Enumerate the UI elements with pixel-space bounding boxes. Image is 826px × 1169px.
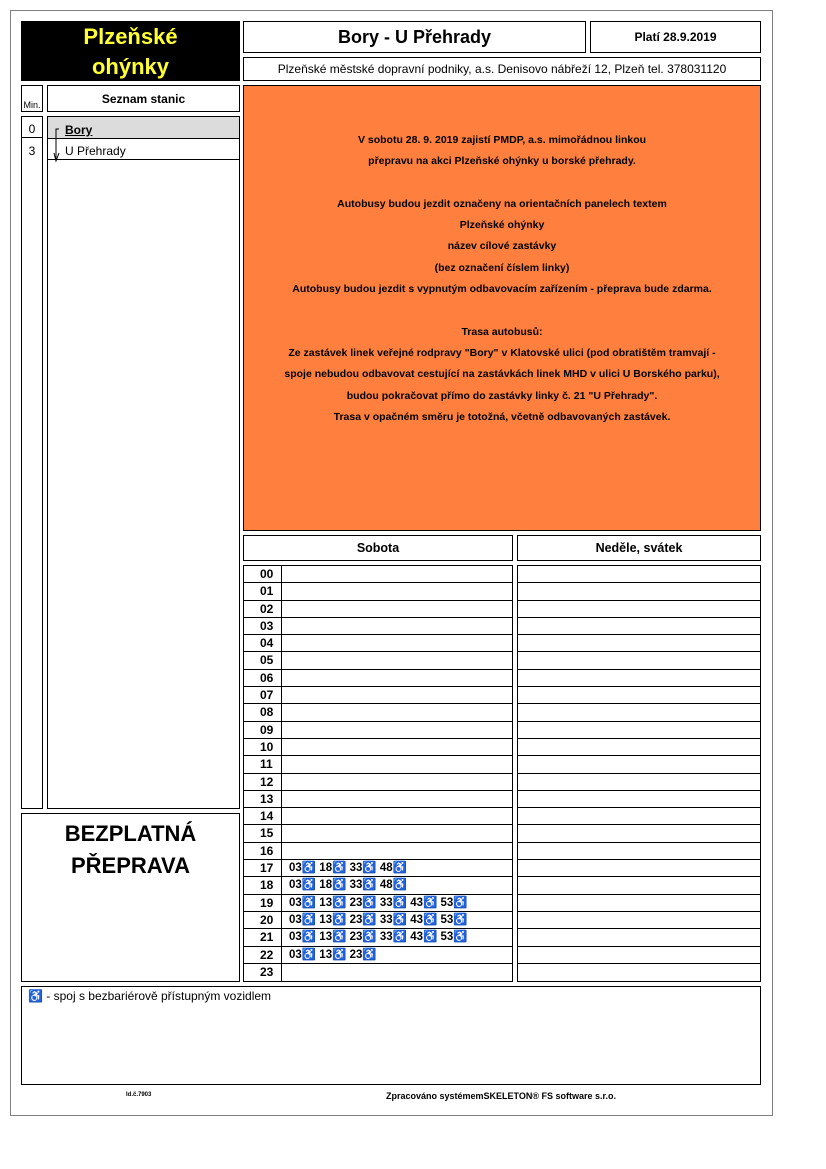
- station-minute: 3: [28, 144, 36, 158]
- hour-cell: 02: [244, 601, 282, 617]
- departures-cell: [518, 825, 525, 841]
- generator-credit: Zpracováno systémemSKELETON® FS software s.r.o.: [386, 1091, 617, 1101]
- timetable-row: [244, 860, 512, 877]
- notice-line: Autobusy budou jezdit označeny na orientačních panelech textem: [337, 197, 667, 210]
- stations-list: [47, 116, 240, 809]
- hour-cell: 08: [244, 704, 282, 720]
- hour-cell: 14: [244, 808, 282, 824]
- timetable-row: [518, 618, 760, 635]
- departures-cell: [518, 652, 525, 668]
- line-name-line1: Plzeňské: [83, 24, 178, 49]
- timetable-row: [518, 566, 760, 583]
- line-name-line2: ohýnky: [91, 54, 170, 79]
- hour-cell: 01: [244, 583, 282, 599]
- notice-panel: [243, 85, 761, 531]
- timetable-row: [518, 947, 760, 964]
- station-name: U Přehrady: [65, 144, 126, 158]
- timetable-row: [518, 877, 760, 894]
- departures-cell: [518, 635, 525, 651]
- departures-cell: [282, 756, 289, 772]
- departures-cell: 03♿ 13♿ 23♿ 33♿ 43♿ 53♿: [289, 913, 468, 926]
- notice-line: Autobusy budou jezdit s vypnutým odbavovacím zařízením - přeprava bude zdarma.: [292, 283, 712, 296]
- minutes-column: [21, 116, 43, 809]
- departures-cell: [518, 601, 525, 617]
- departures-cell: [282, 739, 289, 755]
- departures-cell: [518, 860, 525, 876]
- departures-cell: [282, 964, 289, 981]
- notice-line: Trasa v opačném směru je totožná, včetně odbavovaných zastávek.: [333, 410, 671, 423]
- timetable-row: [244, 652, 512, 669]
- hour-cell: 12: [244, 774, 282, 790]
- timetable-row: [244, 877, 512, 894]
- document-id: Id.č.7903: [126, 1092, 152, 1098]
- timetable-row: [244, 704, 512, 721]
- hour-cell: 16: [244, 843, 282, 859]
- departures-cell: [282, 618, 289, 634]
- departures-cell: [518, 618, 525, 634]
- hour-cell: 22: [244, 947, 282, 963]
- timetable-row: [518, 843, 760, 860]
- timetable-row: [244, 635, 512, 652]
- valid-from: Platí 28.9.2019: [590, 21, 761, 53]
- departures-cell: [282, 601, 289, 617]
- timetable-row: [518, 739, 760, 756]
- notice-line: Plzeňské ohýnky: [459, 219, 545, 232]
- timetable-row: [244, 895, 512, 912]
- timetable-row: [244, 756, 512, 773]
- free-transport-line2: PŘEPRAVA: [71, 853, 190, 878]
- timetable-row: [244, 687, 512, 704]
- departures-cell: [282, 652, 289, 668]
- station-name: Bory: [65, 123, 93, 137]
- hour-cell: 11: [244, 756, 282, 772]
- departures-cell: [282, 825, 289, 841]
- saturday-header: Sobota: [243, 535, 513, 561]
- departures-cell: [518, 704, 525, 720]
- notice-line: spoje nebudou odbavovat cestující na zastávkách linek MHD v ulici U Borského parku),: [284, 368, 720, 381]
- hour-cell: 15: [244, 825, 282, 841]
- timetable-row: [244, 618, 512, 635]
- timetable-row: [244, 670, 512, 687]
- free-transport-line1: BEZPLATNÁ: [64, 821, 197, 846]
- timetable-row: [518, 929, 760, 946]
- route-arrow-icon: [53, 127, 63, 163]
- divider: [22, 137, 42, 138]
- timetable-row: [518, 601, 760, 618]
- notice-line: Trasa autobusů:: [461, 325, 543, 338]
- departures-cell: [518, 947, 525, 963]
- departures-cell: [282, 687, 289, 703]
- station-row: [48, 138, 239, 160]
- departures-cell: [518, 566, 525, 582]
- hour-cell: 04: [244, 635, 282, 651]
- timetable-row: [244, 947, 512, 964]
- hour-cell: 17: [244, 860, 282, 876]
- hour-cell: 10: [244, 739, 282, 755]
- station-row-current: [48, 117, 239, 139]
- notice-line: budou pokračovat přímo do zastávky linky č. 21 "U Přehrady".: [346, 389, 658, 402]
- departures-cell: [282, 566, 289, 582]
- timetable-row: [244, 964, 512, 981]
- hour-cell: 20: [244, 912, 282, 928]
- departures-cell: [282, 843, 289, 859]
- departures-cell: [518, 843, 525, 859]
- timetable-row: [518, 895, 760, 912]
- hour-cell: 23: [244, 964, 282, 981]
- notice-line: (bez označení číslem linky): [434, 261, 570, 274]
- departures-cell: [282, 791, 289, 807]
- departures-cell: [282, 774, 289, 790]
- hour-cell: 03: [244, 618, 282, 634]
- departures-cell: [518, 739, 525, 755]
- departures-cell: 03♿ 13♿ 23♿ 33♿ 43♿ 53♿: [289, 896, 468, 909]
- timetable-row: [518, 825, 760, 842]
- departures-cell: [518, 912, 525, 928]
- minutes-header: Min.: [21, 85, 43, 112]
- departures-cell: [518, 756, 525, 772]
- notice-line: přepravu na akci Plzeňské ohýnky u borské přehrady.: [368, 155, 636, 168]
- departures-cell: [518, 895, 525, 911]
- timetable-row: [244, 722, 512, 739]
- timetable-row: [518, 704, 760, 721]
- timetable-row: [518, 670, 760, 687]
- departures-cell: 03♿ 18♿ 33♿ 48♿: [289, 879, 408, 892]
- free-transport-box: [21, 813, 240, 982]
- hour-cell: 13: [244, 791, 282, 807]
- hour-cell: 19: [244, 895, 282, 911]
- timetable-row: [518, 687, 760, 704]
- company-info: Plzeňské městské dopravní podniky, a.s. Denisovo nábřeží 12, Plzeň tel. 378031120: [243, 57, 761, 81]
- timetable-row: [244, 601, 512, 618]
- departures-cell: [518, 929, 525, 945]
- timetable-row: [518, 791, 760, 808]
- timetable-row: [518, 860, 760, 877]
- departures-cell: 03♿ 18♿ 33♿ 48♿: [289, 862, 408, 875]
- departures-cell: [518, 687, 525, 703]
- timetable-row: [244, 791, 512, 808]
- departures-cell: [282, 635, 289, 651]
- hour-cell: 09: [244, 722, 282, 738]
- timetable-row: [244, 774, 512, 791]
- departures-cell: [518, 877, 525, 893]
- hour-cell: 00: [244, 566, 282, 582]
- timetable-row: [244, 843, 512, 860]
- hour-cell: 06: [244, 670, 282, 686]
- timetable-row: [518, 756, 760, 773]
- timetable-row: [244, 912, 512, 929]
- timetable-row: [244, 825, 512, 842]
- sunday-timetable: [517, 565, 761, 982]
- timetable-row: [518, 635, 760, 652]
- timetable-row: [518, 722, 760, 739]
- departures-cell: [518, 808, 525, 824]
- departures-cell: [282, 808, 289, 824]
- departures-cell: [518, 791, 525, 807]
- notice-line: název cílové zastávky: [447, 240, 557, 253]
- departures-cell: [282, 670, 289, 686]
- departures-cell: [518, 964, 525, 981]
- departures-cell: [282, 583, 289, 599]
- timetable-row: [518, 964, 760, 981]
- departures-cell: [518, 670, 525, 686]
- departures-cell: 03♿ 13♿ 23♿ 33♿ 43♿ 53♿: [289, 931, 468, 944]
- notice-line: Ze zastávek linek veřejné rodpravy "Bory" v Klatovské ulici (pod obratištěm tramvají -: [288, 346, 716, 359]
- hour-cell: 05: [244, 652, 282, 668]
- departures-cell: [518, 774, 525, 790]
- hour-cell: 21: [244, 929, 282, 945]
- timetable-row: [518, 808, 760, 825]
- timetable-row: [244, 808, 512, 825]
- hour-cell: 18: [244, 877, 282, 893]
- notice-line: [244, 300, 760, 321]
- departures-cell: [518, 722, 525, 738]
- legend: ♿ - spoj s bezbariérově přístupným vozidlem: [21, 986, 761, 1085]
- notice-line: V sobotu 28. 9. 2019 zajistí PMDP, a.s. mimořádnou linkou: [357, 134, 647, 146]
- stations-header: Seznam stanic: [47, 85, 240, 112]
- departures-cell: [282, 722, 289, 738]
- saturday-timetable: [243, 565, 513, 982]
- sunday-header: Neděle, svátek: [517, 535, 761, 561]
- hour-cell: 07: [244, 687, 282, 703]
- timetable-row: [244, 566, 512, 583]
- timetable-row: [518, 583, 760, 600]
- timetable-row: [518, 652, 760, 669]
- notice-line: [244, 173, 760, 194]
- line-badge: [21, 21, 240, 81]
- departures-cell: [518, 583, 525, 599]
- station-minute: 0: [28, 122, 36, 136]
- timetable-row: [518, 774, 760, 791]
- route-title: Bory - U Přehrady: [243, 21, 586, 53]
- departures-cell: [282, 704, 289, 720]
- timetable-row: [518, 912, 760, 929]
- departures-cell: 03♿ 13♿ 23♿: [289, 948, 377, 961]
- timetable-row: [244, 583, 512, 600]
- timetable-row: [244, 929, 512, 946]
- timetable-row: [244, 739, 512, 756]
